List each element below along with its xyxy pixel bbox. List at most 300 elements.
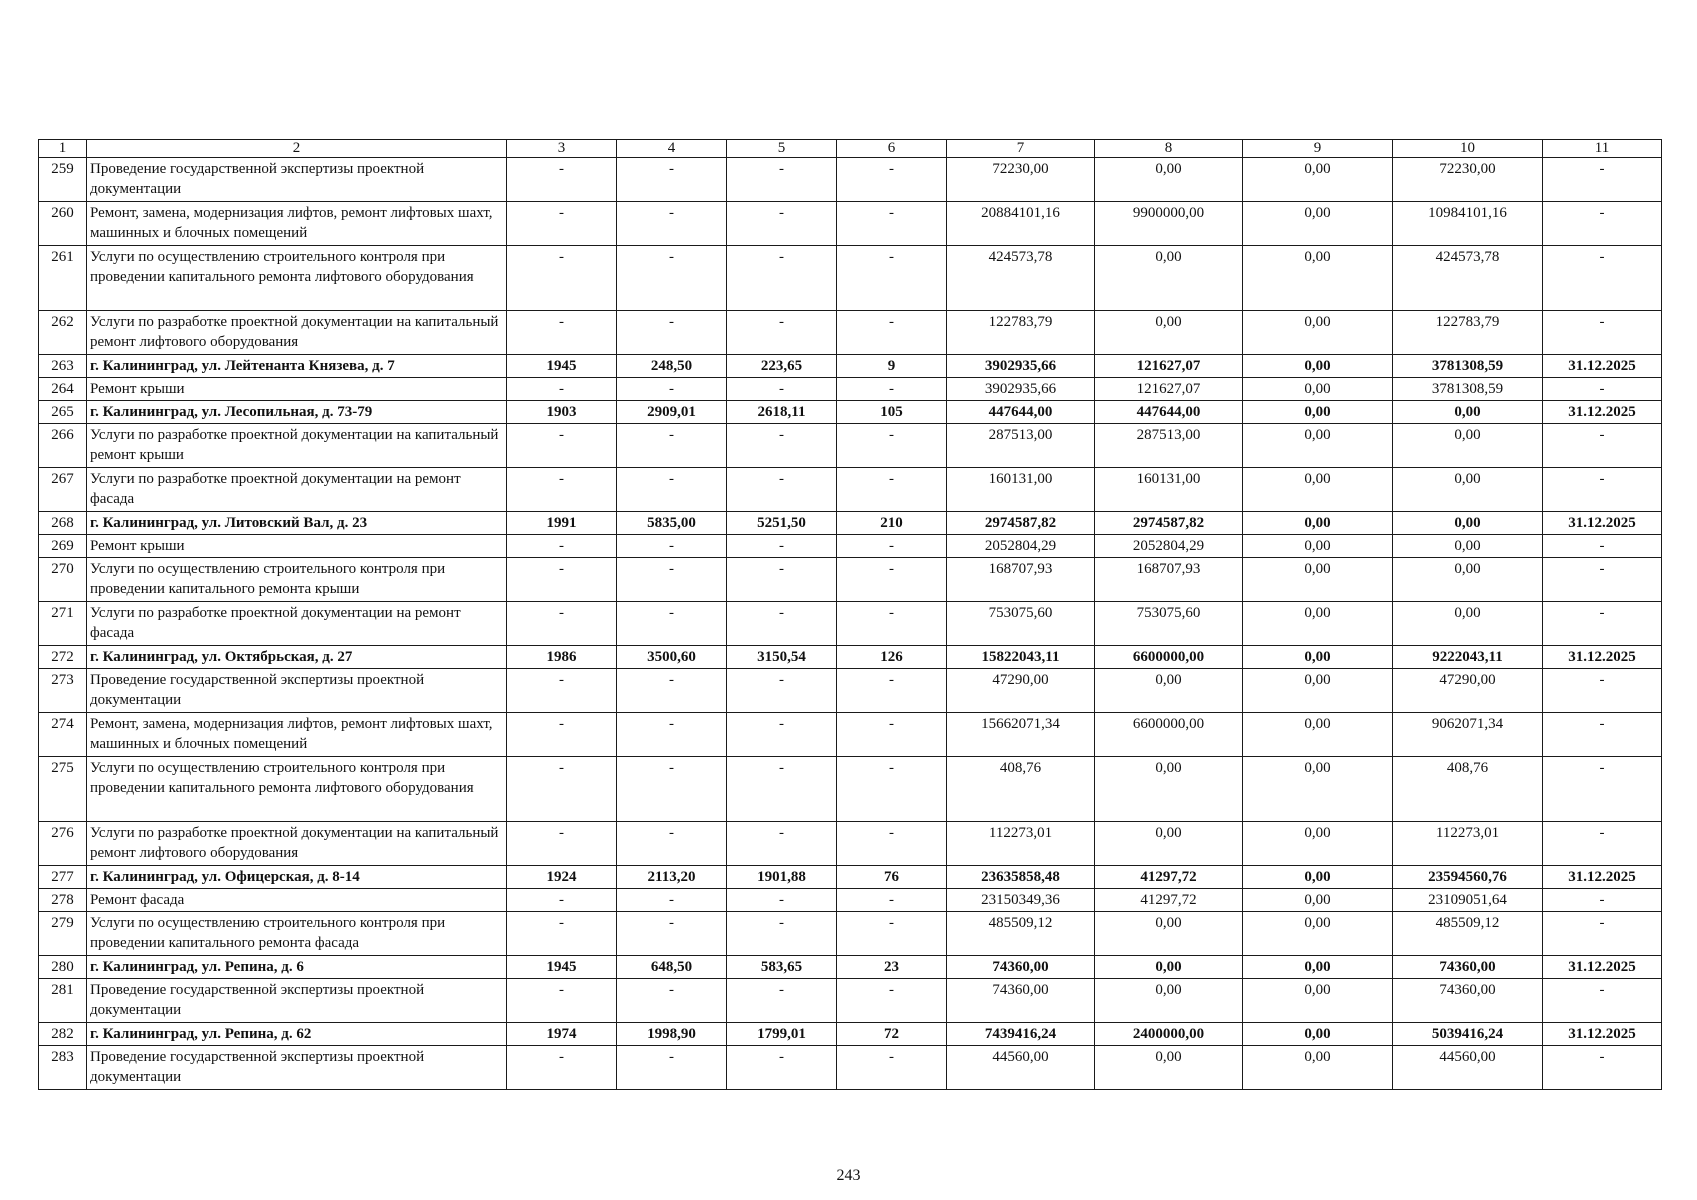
regional-fund: 6600000,00: [1095, 713, 1243, 757]
total-area: 2113,20: [617, 866, 727, 889]
column-number: 1: [39, 140, 87, 158]
residents: 210: [837, 512, 947, 535]
living-area: -: [727, 378, 837, 401]
residents: -: [837, 757, 947, 822]
year-built: 1945: [507, 355, 617, 378]
year-built: 1991: [507, 512, 617, 535]
total-cost: 74360,00: [947, 979, 1095, 1023]
municipal-funds: 0,00: [1243, 889, 1393, 912]
total-area: -: [617, 757, 727, 822]
item-name: Проведение государственной экспертизы проектной документации: [87, 158, 507, 202]
regional-fund: 0,00: [1095, 246, 1243, 311]
owner-funds: 408,76: [1393, 757, 1543, 822]
municipal-funds: 0,00: [1243, 669, 1393, 713]
row-number: 275: [39, 757, 87, 822]
regional-fund: 121627,07: [1095, 378, 1243, 401]
total-cost: 74360,00: [947, 956, 1095, 979]
item-name: г. Калининград, ул. Репина, д. 62: [87, 1023, 507, 1046]
completion-date: 31.12.2025: [1543, 401, 1662, 424]
total-cost: 447644,00: [947, 401, 1095, 424]
completion-date: 31.12.2025: [1543, 866, 1662, 889]
municipal-funds: 0,00: [1243, 713, 1393, 757]
residents: -: [837, 558, 947, 602]
total-area: -: [617, 424, 727, 468]
column-number: 3: [507, 140, 617, 158]
item-name: Ремонт крыши: [87, 535, 507, 558]
work-item-row: [39, 158, 1662, 202]
row-number: 278: [39, 889, 87, 912]
row-number: 260: [39, 202, 87, 246]
completion-date: -: [1543, 424, 1662, 468]
residents: -: [837, 246, 947, 311]
year-built: -: [507, 558, 617, 602]
municipal-funds: 0,00: [1243, 535, 1393, 558]
completion-date: -: [1543, 669, 1662, 713]
row-number: 268: [39, 512, 87, 535]
completion-date: 31.12.2025: [1543, 646, 1662, 669]
municipal-funds: 0,00: [1243, 1023, 1393, 1046]
year-built: -: [507, 822, 617, 866]
total-cost: 408,76: [947, 757, 1095, 822]
total-cost: 44560,00: [947, 1046, 1095, 1090]
owner-funds: 9062071,34: [1393, 713, 1543, 757]
total-cost: 23150349,36: [947, 889, 1095, 912]
completion-date: -: [1543, 202, 1662, 246]
item-name: г. Калининград, ул. Репина, д. 6: [87, 956, 507, 979]
residents: 72: [837, 1023, 947, 1046]
year-built: 1924: [507, 866, 617, 889]
living-area: -: [727, 202, 837, 246]
column-number: 9: [1243, 140, 1393, 158]
row-number: 272: [39, 646, 87, 669]
residents: -: [837, 669, 947, 713]
year-built: -: [507, 424, 617, 468]
total-cost: 424573,78: [947, 246, 1095, 311]
municipal-funds: 0,00: [1243, 866, 1393, 889]
living-area: 2618,11: [727, 401, 837, 424]
residents: -: [837, 424, 947, 468]
completion-date: -: [1543, 558, 1662, 602]
residents: -: [837, 311, 947, 355]
item-name: Проведение государственной экспертизы проектной документации: [87, 1046, 507, 1090]
residents: -: [837, 468, 947, 512]
living-area: 1901,88: [727, 866, 837, 889]
owner-funds: 0,00: [1393, 401, 1543, 424]
completion-date: 31.12.2025: [1543, 956, 1662, 979]
regional-fund: 160131,00: [1095, 468, 1243, 512]
item-name: г. Калининград, ул. Офицерская, д. 8-14: [87, 866, 507, 889]
year-built: -: [507, 1046, 617, 1090]
total-cost: 168707,93: [947, 558, 1095, 602]
year-built: -: [507, 158, 617, 202]
row-number: 273: [39, 669, 87, 713]
item-name: Ремонт, замена, модернизация лифтов, ремонт лифтовых шахт, машинных и блочных помещений: [87, 202, 507, 246]
item-name: Проведение государственной экспертизы проектной документации: [87, 669, 507, 713]
total-cost: 20884101,16: [947, 202, 1095, 246]
total-area: -: [617, 311, 727, 355]
total-cost: 122783,79: [947, 311, 1095, 355]
year-built: -: [507, 713, 617, 757]
item-name: Ремонт, замена, модернизация лифтов, ремонт лифтовых шахт, машинных и блочных помещений: [87, 713, 507, 757]
residents: -: [837, 602, 947, 646]
municipal-funds: 0,00: [1243, 979, 1393, 1023]
total-area: -: [617, 1046, 727, 1090]
municipal-funds: 0,00: [1243, 468, 1393, 512]
completion-date: -: [1543, 979, 1662, 1023]
total-area: -: [617, 669, 727, 713]
item-name: Услуги по разработке проектной документации на капитальный ремонт лифтового оборудования: [87, 822, 507, 866]
work-item-row: [39, 558, 1662, 602]
completion-date: 31.12.2025: [1543, 512, 1662, 535]
row-number: 276: [39, 822, 87, 866]
column-number: 5: [727, 140, 837, 158]
completion-date: -: [1543, 246, 1662, 311]
column-number: 8: [1095, 140, 1243, 158]
regional-fund: 0,00: [1095, 956, 1243, 979]
completion-date: -: [1543, 378, 1662, 401]
total-area: -: [617, 713, 727, 757]
owner-funds: 74360,00: [1393, 956, 1543, 979]
completion-date: -: [1543, 1046, 1662, 1090]
work-item-row: [39, 979, 1662, 1023]
regional-fund: 0,00: [1095, 311, 1243, 355]
owner-funds: 3781308,59: [1393, 355, 1543, 378]
total-area: -: [617, 378, 727, 401]
address-row: [39, 646, 1662, 669]
total-cost: 3902935,66: [947, 355, 1095, 378]
owner-funds: 0,00: [1393, 424, 1543, 468]
residents: -: [837, 713, 947, 757]
regional-fund: 9900000,00: [1095, 202, 1243, 246]
table-body: [39, 140, 1662, 1090]
residents: 76: [837, 866, 947, 889]
repair-program-table: [38, 139, 1662, 1090]
owner-funds: 5039416,24: [1393, 1023, 1543, 1046]
column-number: 6: [837, 140, 947, 158]
row-number: 282: [39, 1023, 87, 1046]
row-number: 265: [39, 401, 87, 424]
regional-fund: 287513,00: [1095, 424, 1243, 468]
owner-funds: 3781308,59: [1393, 378, 1543, 401]
total-area: -: [617, 535, 727, 558]
row-number: 280: [39, 956, 87, 979]
total-cost: 485509,12: [947, 912, 1095, 956]
regional-fund: 168707,93: [1095, 558, 1243, 602]
item-name: Услуги по разработке проектной документации на ремонт фасада: [87, 468, 507, 512]
total-area: -: [617, 602, 727, 646]
completion-date: -: [1543, 311, 1662, 355]
total-area: -: [617, 979, 727, 1023]
total-area: 2909,01: [617, 401, 727, 424]
completion-date: -: [1543, 757, 1662, 822]
column-number-row: [39, 140, 1662, 158]
living-area: 583,65: [727, 956, 837, 979]
municipal-funds: 0,00: [1243, 602, 1393, 646]
municipal-funds: 0,00: [1243, 512, 1393, 535]
municipal-funds: 0,00: [1243, 1046, 1393, 1090]
work-item-row: [39, 535, 1662, 558]
completion-date: -: [1543, 889, 1662, 912]
total-cost: 72230,00: [947, 158, 1095, 202]
municipal-funds: 0,00: [1243, 956, 1393, 979]
year-built: 1986: [507, 646, 617, 669]
regional-fund: 2052804,29: [1095, 535, 1243, 558]
year-built: -: [507, 979, 617, 1023]
item-name: г. Калининград, ул. Лесопильная, д. 73-79: [87, 401, 507, 424]
owner-funds: 0,00: [1393, 558, 1543, 602]
regional-fund: 0,00: [1095, 669, 1243, 713]
column-number: 2: [87, 140, 507, 158]
regional-fund: 0,00: [1095, 979, 1243, 1023]
column-number: 10: [1393, 140, 1543, 158]
item-name: Ремонт крыши: [87, 378, 507, 401]
row-number: 270: [39, 558, 87, 602]
living-area: -: [727, 535, 837, 558]
owner-funds: 74360,00: [1393, 979, 1543, 1023]
total-cost: 7439416,24: [947, 1023, 1095, 1046]
owner-funds: 122783,79: [1393, 311, 1543, 355]
regional-fund: 0,00: [1095, 912, 1243, 956]
residents: -: [837, 822, 947, 866]
owner-funds: 10984101,16: [1393, 202, 1543, 246]
owner-funds: 485509,12: [1393, 912, 1543, 956]
item-name: Услуги по осуществлению строительного контроля при проведении капитального ремонта лифтового оборудования: [87, 246, 507, 311]
total-cost: 47290,00: [947, 669, 1095, 713]
total-area: 648,50: [617, 956, 727, 979]
residents: -: [837, 535, 947, 558]
work-item-row: [39, 669, 1662, 713]
year-built: -: [507, 602, 617, 646]
regional-fund: 2400000,00: [1095, 1023, 1243, 1046]
total-area: -: [617, 822, 727, 866]
total-area: 248,50: [617, 355, 727, 378]
work-item-row: [39, 1046, 1662, 1090]
row-number: 259: [39, 158, 87, 202]
item-name: г. Калининград, ул. Литовский Вал, д. 23: [87, 512, 507, 535]
year-built: -: [507, 757, 617, 822]
row-number: 264: [39, 378, 87, 401]
owner-funds: 44560,00: [1393, 1046, 1543, 1090]
owner-funds: 9222043,11: [1393, 646, 1543, 669]
row-number: 262: [39, 311, 87, 355]
column-number: 4: [617, 140, 727, 158]
year-built: -: [507, 311, 617, 355]
total-area: -: [617, 202, 727, 246]
total-area: -: [617, 158, 727, 202]
year-built: -: [507, 912, 617, 956]
column-number: 7: [947, 140, 1095, 158]
completion-date: -: [1543, 912, 1662, 956]
living-area: -: [727, 822, 837, 866]
work-item-row: [39, 378, 1662, 401]
total-area: -: [617, 912, 727, 956]
work-item-row: [39, 912, 1662, 956]
living-area: 223,65: [727, 355, 837, 378]
year-built: 1945: [507, 956, 617, 979]
total-cost: 3902935,66: [947, 378, 1095, 401]
item-name: г. Калининград, ул. Октябрьская, д. 27: [87, 646, 507, 669]
residents: -: [837, 889, 947, 912]
regional-fund: 6600000,00: [1095, 646, 1243, 669]
year-built: -: [507, 202, 617, 246]
total-area: 1998,90: [617, 1023, 727, 1046]
regional-fund: 0,00: [1095, 1046, 1243, 1090]
year-built: 1903: [507, 401, 617, 424]
living-area: -: [727, 246, 837, 311]
total-area: 3500,60: [617, 646, 727, 669]
item-name: Услуги по разработке проектной документации на капитальный ремонт крыши: [87, 424, 507, 468]
residents: -: [837, 158, 947, 202]
municipal-funds: 0,00: [1243, 757, 1393, 822]
completion-date: -: [1543, 713, 1662, 757]
item-name: Услуги по разработке проектной документации на ремонт фасада: [87, 602, 507, 646]
item-name: Услуги по разработке проектной документации на капитальный ремонт лифтового оборудования: [87, 311, 507, 355]
living-area: -: [727, 158, 837, 202]
living-area: -: [727, 1046, 837, 1090]
municipal-funds: 0,00: [1243, 202, 1393, 246]
item-name: Услуги по осуществлению строительного контроля при проведении капитального ремонта крыши: [87, 558, 507, 602]
row-number: 269: [39, 535, 87, 558]
work-item-row: [39, 602, 1662, 646]
row-number: 281: [39, 979, 87, 1023]
row-number: 279: [39, 912, 87, 956]
residents: -: [837, 378, 947, 401]
regional-fund: 121627,07: [1095, 355, 1243, 378]
total-area: 5835,00: [617, 512, 727, 535]
regional-fund: 0,00: [1095, 158, 1243, 202]
total-cost: 287513,00: [947, 424, 1095, 468]
total-cost: 2974587,82: [947, 512, 1095, 535]
municipal-funds: 0,00: [1243, 912, 1393, 956]
residents: 23: [837, 956, 947, 979]
work-item-row: [39, 246, 1662, 311]
living-area: -: [727, 424, 837, 468]
row-number: 271: [39, 602, 87, 646]
address-row: [39, 401, 1662, 424]
living-area: -: [727, 558, 837, 602]
residents: -: [837, 1046, 947, 1090]
work-item-row: [39, 202, 1662, 246]
work-item-row: [39, 822, 1662, 866]
page-number: 243: [836, 1167, 861, 1184]
year-built: 1974: [507, 1023, 617, 1046]
address-row: [39, 866, 1662, 889]
owner-funds: 0,00: [1393, 468, 1543, 512]
work-item-row: [39, 713, 1662, 757]
row-number: 267: [39, 468, 87, 512]
completion-date: -: [1543, 468, 1662, 512]
residents: -: [837, 912, 947, 956]
total-area: -: [617, 889, 727, 912]
owner-funds: 72230,00: [1393, 158, 1543, 202]
row-number: 283: [39, 1046, 87, 1090]
total-cost: 112273,01: [947, 822, 1095, 866]
owner-funds: 23594560,76: [1393, 866, 1543, 889]
municipal-funds: 0,00: [1243, 646, 1393, 669]
address-row: [39, 512, 1662, 535]
municipal-funds: 0,00: [1243, 558, 1393, 602]
year-built: -: [507, 669, 617, 713]
residents: 9: [837, 355, 947, 378]
item-name: Услуги по осуществлению строительного контроля при проведении капитального ремонта фасада: [87, 912, 507, 956]
total-cost: 2052804,29: [947, 535, 1095, 558]
row-number: 261: [39, 246, 87, 311]
completion-date: -: [1543, 602, 1662, 646]
completion-date: 31.12.2025: [1543, 355, 1662, 378]
regional-fund: 41297,72: [1095, 889, 1243, 912]
total-cost: 23635858,48: [947, 866, 1095, 889]
living-area: -: [727, 311, 837, 355]
total-area: -: [617, 468, 727, 512]
total-cost: 160131,00: [947, 468, 1095, 512]
municipal-funds: 0,00: [1243, 378, 1393, 401]
residents: -: [837, 979, 947, 1023]
work-item-row: [39, 468, 1662, 512]
work-item-row: [39, 757, 1662, 822]
living-area: -: [727, 979, 837, 1023]
municipal-funds: 0,00: [1243, 311, 1393, 355]
living-area: -: [727, 912, 837, 956]
living-area: -: [727, 669, 837, 713]
regional-fund: 447644,00: [1095, 401, 1243, 424]
living-area: 1799,01: [727, 1023, 837, 1046]
completion-date: -: [1543, 158, 1662, 202]
year-built: -: [507, 378, 617, 401]
living-area: 3150,54: [727, 646, 837, 669]
address-row: [39, 1023, 1662, 1046]
row-number: 263: [39, 355, 87, 378]
total-cost: 15822043,11: [947, 646, 1095, 669]
municipal-funds: 0,00: [1243, 424, 1393, 468]
work-item-row: [39, 889, 1662, 912]
regional-fund: 41297,72: [1095, 866, 1243, 889]
owner-funds: 23109051,64: [1393, 889, 1543, 912]
owner-funds: 47290,00: [1393, 669, 1543, 713]
living-area: 5251,50: [727, 512, 837, 535]
item-name: г. Калининград, ул. Лейтенанта Князева, д. 7: [87, 355, 507, 378]
owner-funds: 424573,78: [1393, 246, 1543, 311]
owner-funds: 0,00: [1393, 602, 1543, 646]
owner-funds: 112273,01: [1393, 822, 1543, 866]
row-number: 274: [39, 713, 87, 757]
regional-fund: 753075,60: [1095, 602, 1243, 646]
year-built: -: [507, 889, 617, 912]
municipal-funds: 0,00: [1243, 158, 1393, 202]
regional-fund: 0,00: [1095, 757, 1243, 822]
regional-fund: 0,00: [1095, 822, 1243, 866]
living-area: -: [727, 757, 837, 822]
municipal-funds: 0,00: [1243, 822, 1393, 866]
address-row: [39, 355, 1662, 378]
residents: 105: [837, 401, 947, 424]
owner-funds: 0,00: [1393, 512, 1543, 535]
item-name: Ремонт фасада: [87, 889, 507, 912]
column-number: 11: [1543, 140, 1662, 158]
municipal-funds: 0,00: [1243, 355, 1393, 378]
owner-funds: 0,00: [1393, 535, 1543, 558]
row-number: 266: [39, 424, 87, 468]
completion-date: -: [1543, 535, 1662, 558]
year-built: -: [507, 468, 617, 512]
living-area: -: [727, 713, 837, 757]
living-area: -: [727, 468, 837, 512]
item-name: Проведение государственной экспертизы проектной документации: [87, 979, 507, 1023]
row-number: 277: [39, 866, 87, 889]
living-area: -: [727, 602, 837, 646]
completion-date: 31.12.2025: [1543, 1023, 1662, 1046]
living-area: -: [727, 889, 837, 912]
year-built: -: [507, 246, 617, 311]
